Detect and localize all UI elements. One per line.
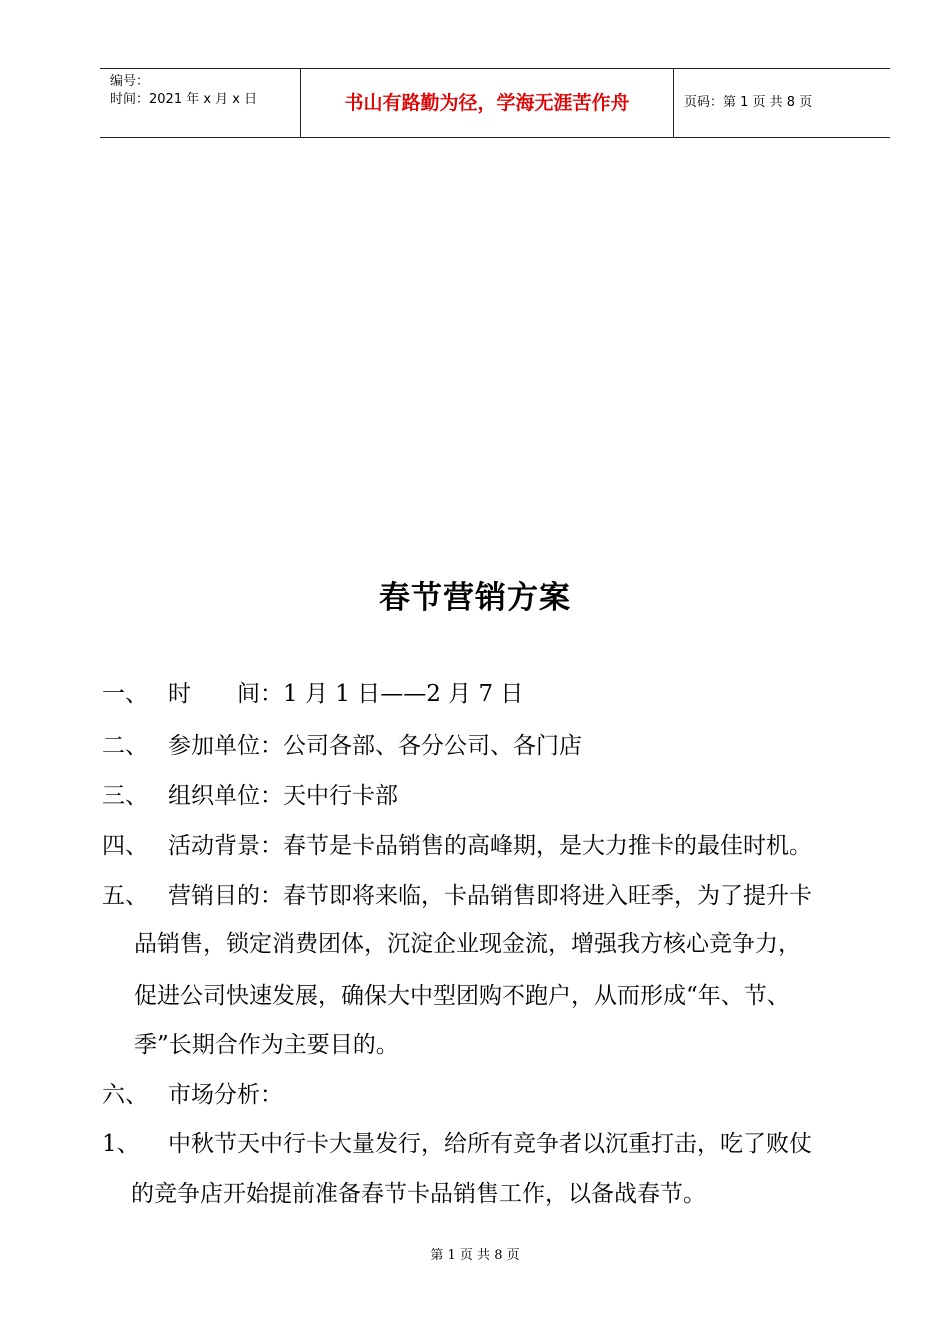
section-text: 时 间：1 月 1 日——2 月 7 日 xyxy=(168,681,524,707)
header-page-cell xyxy=(674,69,890,137)
section-text: 中秋节天中行卡大量发行，给所有竞争者以沉重打击，吃了败仗 xyxy=(168,1131,812,1157)
header-motto-cell xyxy=(301,69,674,137)
section-text: 参加单位：公司各部、各分公司、各门店 xyxy=(168,733,582,759)
continuation-text: 季”长期合作为主要目的。 xyxy=(134,1032,399,1058)
section-number: 一、 xyxy=(102,681,148,707)
section-text: 市场分析： xyxy=(168,1082,283,1108)
serial-number-label: 编号： xyxy=(110,74,150,89)
document-title: 春节营销方案 xyxy=(379,580,571,616)
section-number: 二、 xyxy=(102,733,148,759)
page-header xyxy=(100,68,890,138)
motto-text: 书山有路勤为径，学海无涯苦作舟 xyxy=(344,92,630,114)
continuation-text: 的竞争店开始提前准备春节卡品销售工作，以备战春节。 xyxy=(131,1181,706,1207)
section-number: 五、 xyxy=(102,883,148,909)
section-number: 三、 xyxy=(102,783,148,809)
section-text: 组织单位：天中行卡部 xyxy=(168,783,398,809)
date-label: 时间：2021 年 x 月 x 日 xyxy=(110,92,258,107)
section-text: 活动背景：春节是卡品销售的高峰期，是大力推卡的最佳时机。 xyxy=(168,833,812,859)
section-text: 营销目的：春节即将来临，卡品销售即将进入旺季，为了提升卡 xyxy=(168,883,812,909)
continuation-text: 促进公司快速发展，确保大中型团购不跑户，从而形成“年、节、 xyxy=(134,983,790,1009)
header-meta-cell xyxy=(100,69,301,137)
section-number: 六、 xyxy=(102,1082,148,1108)
section-number: 四、 xyxy=(102,833,148,859)
page-info: 页码：第 1 页 共 8 页 xyxy=(684,95,813,110)
page-footer: 第 1 页 共 8 页 xyxy=(430,1248,520,1263)
continuation-text: 品销售，锁定消费团体，沉淀企业现金流，增强我方核心竞争力， xyxy=(134,931,801,957)
section-number: 1、 xyxy=(102,1131,140,1157)
